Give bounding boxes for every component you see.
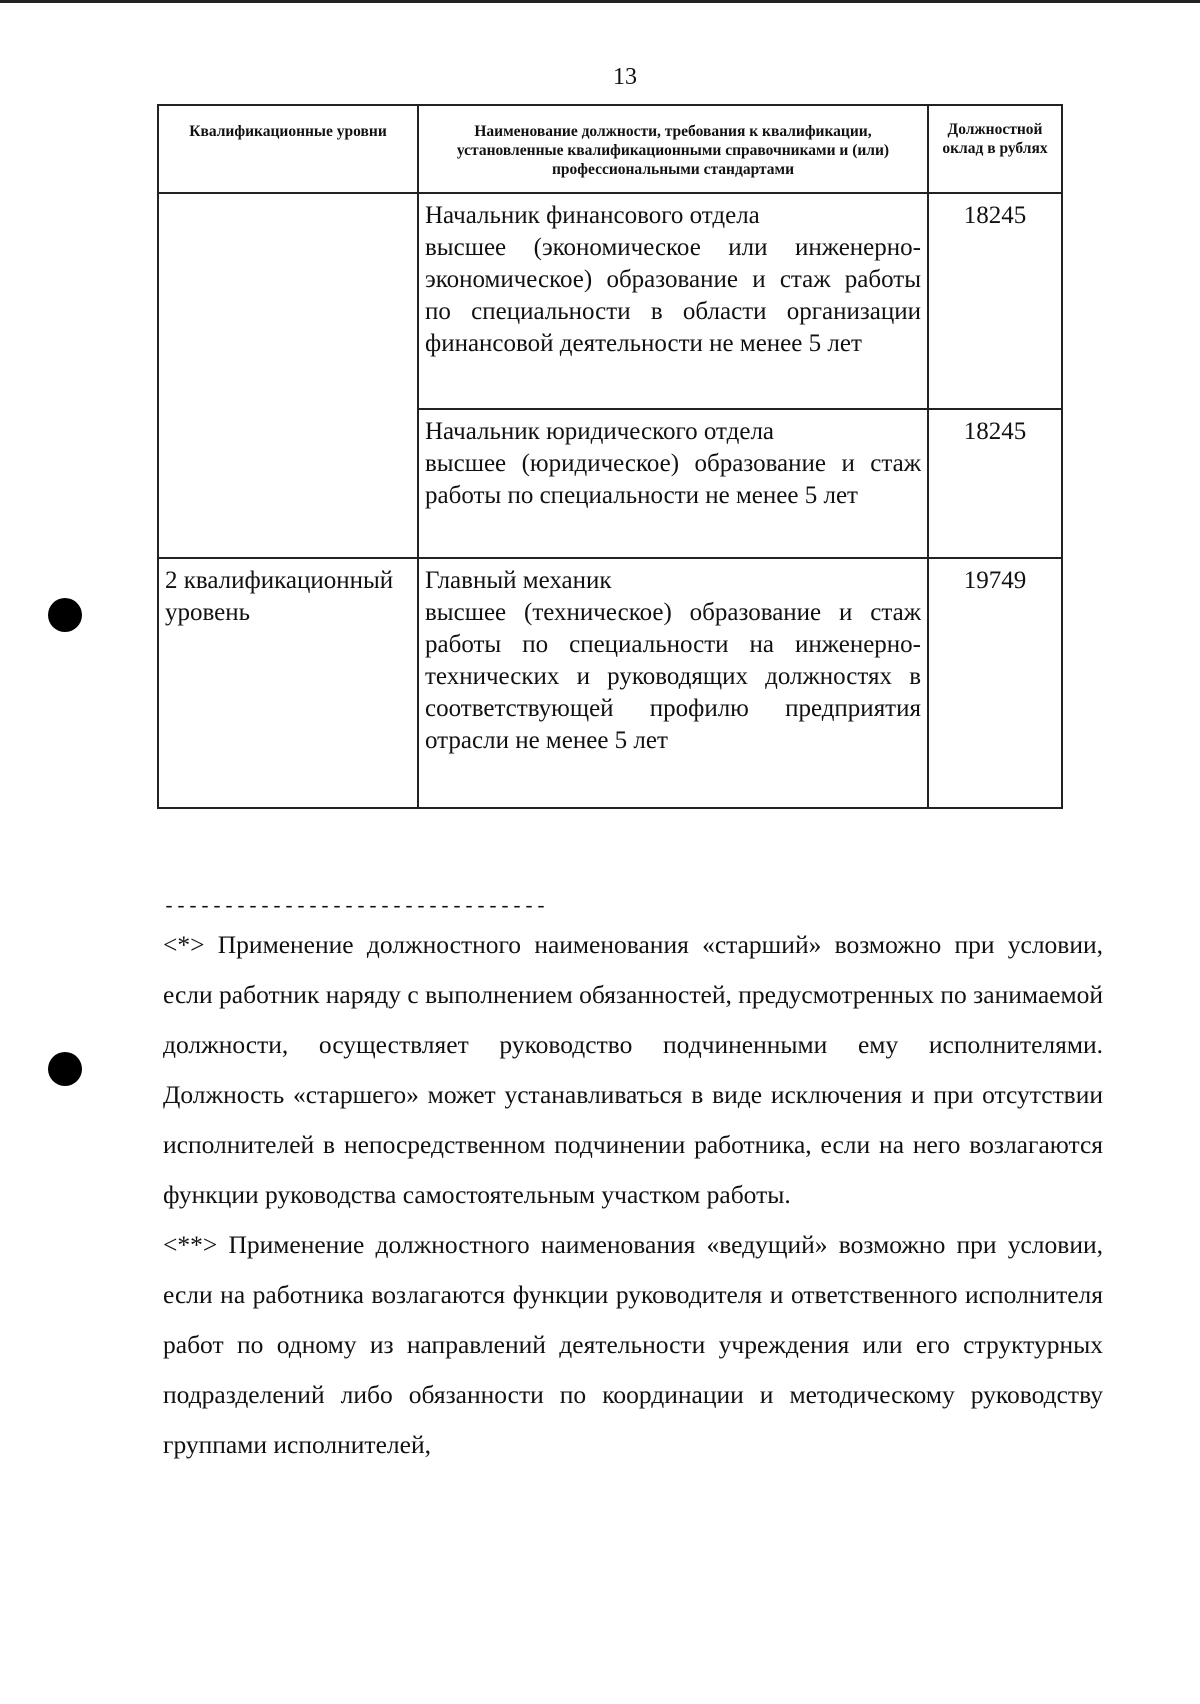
qualification-table <box>157 104 1063 809</box>
header-levels: Квалификационные уровни <box>158 105 418 193</box>
position-requirements: высшее (техническое) образование и стаж работы по специальности на инженерно-технических и руководящих должностях в соответствующей профилю предприятия отрасли не менее 5 лет <box>425 599 921 754</box>
table-row <box>158 193 1062 409</box>
footnote-leading: <**> Применение должностного наименования «ведущий» возможно при условии, если на работника возлагаются функции руководителя и ответственного исполнителя работ по одному из направлений деятельности учреждения или его структурных подразделений либо обязанности по координации и методическому руководству группами исполнителей, <box>163 1230 1103 1459</box>
footnote-separator: -------------------------------- <box>163 896 548 919</box>
level-cell: 2 квалификационный уровень <box>158 558 418 808</box>
table-header-row <box>158 105 1062 193</box>
header-salary: Должностной оклад в рублях <box>928 105 1062 193</box>
position-requirements: высшее (экономическое или инженерно-экономическое) образование и стаж работы по специальности в области организации финансовой деятельности не менее 5 лет <box>425 234 921 357</box>
punch-hole-mark <box>48 598 82 632</box>
position-title: Начальник юридического отдела <box>425 418 775 445</box>
footnotes <box>163 920 1103 1470</box>
table-row <box>158 558 1062 808</box>
position-requirements: высшее (юридическое) образование и стаж работы по специальности не менее 5 лет <box>425 450 921 509</box>
position-cell <box>418 193 928 409</box>
position-cell <box>418 558 928 808</box>
top-border-line <box>0 0 1200 3</box>
header-position: Наименование должности, требования к квалификации, установленные квалификационными справочниками и (или) профессиональными стандартами <box>418 105 928 193</box>
position-title: Главный механик <box>425 567 612 594</box>
position-cell <box>418 409 928 558</box>
footnote-senior: <*> Применение должностного наименования «старший» возможно при условии, если работник наряду с выполнением обязанностей, предусмотренных по занимаемой должности, осуществляет руководство подчиненными ему исполнителями. Должность «старшего» может устанавливаться в виде исключения и при отсутствии исполнителей в непосредственном подчинении работника, если на него возлагаются функции руководства самостоятельным участком работы. <box>163 930 1103 1209</box>
salary-cell: 19749 <box>928 558 1062 808</box>
salary-cell: 18245 <box>928 193 1062 409</box>
level-cell <box>158 193 418 558</box>
position-title: Начальник финансового отдела <box>425 202 760 229</box>
salary-cell: 18245 <box>928 409 1062 558</box>
page-number: 13 <box>613 64 637 90</box>
punch-hole-mark <box>48 1052 82 1086</box>
